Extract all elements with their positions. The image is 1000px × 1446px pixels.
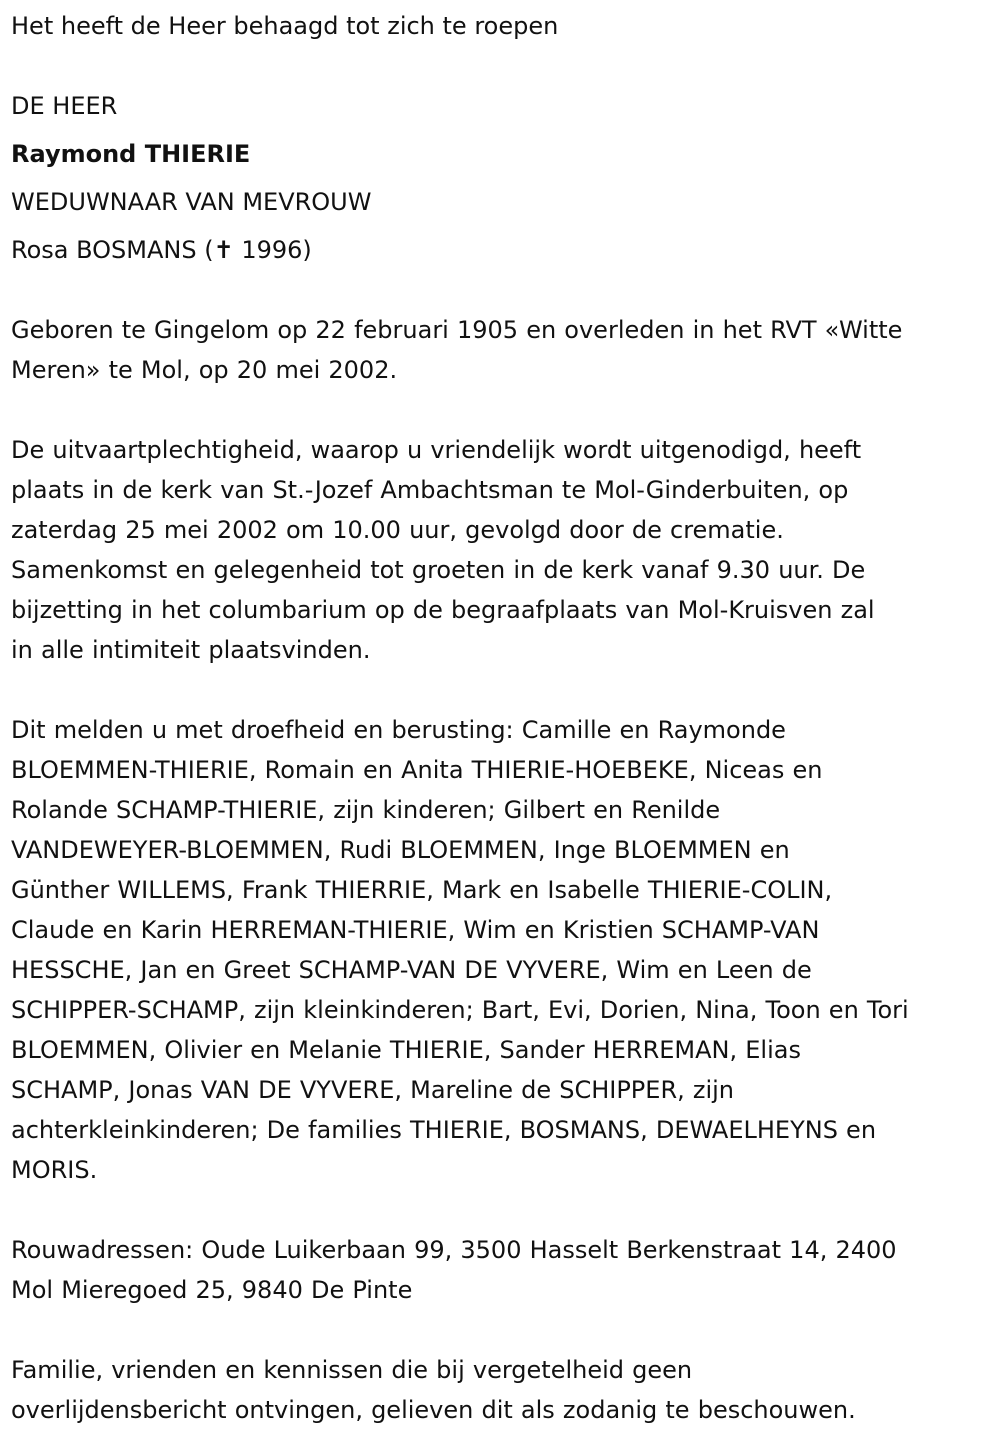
paragraph-line: Familie, vrienden en kennissen die bij vergetelheid geen bbox=[11, 1356, 693, 1384]
intro-line: Het heeft de Heer behaagd tot zich te roepen bbox=[11, 12, 559, 40]
family-paragraph bbox=[11, 710, 991, 1190]
paragraph-line: bijzetting in het columbarium op de begraafplaats van Mol-Kruisven zal bbox=[11, 596, 875, 624]
paragraph-line: MORIS. bbox=[11, 1156, 98, 1184]
paragraph-line: zaterdag 25 mei 2002 om 10.00 uur, gevolgd door de crematie. bbox=[11, 516, 784, 544]
paragraph-line: Samenkomst en gelegenheid tot groeten in de kerk vanaf 9.30 uur. De bbox=[11, 556, 866, 584]
spouse-name: Rosa BOSMANS (✝ 1996) bbox=[11, 236, 312, 264]
widower-status: WEDUWNAAR VAN MEVROUW bbox=[11, 188, 372, 216]
closing-paragraph bbox=[11, 1350, 991, 1430]
paragraph-line: in alle intimiteit plaatsvinden. bbox=[11, 636, 371, 664]
paragraph-line: SCHAMP, Jonas VAN DE VYVERE, Mareline de SCHIPPER, zijn bbox=[11, 1076, 735, 1104]
paragraph-line: plaats in de kerk van St.-Jozef Ambachtsman te Mol-Ginderbuiten, op bbox=[11, 476, 849, 504]
paragraph-line: achterkleinkinderen; De families THIERIE, BOSMANS, DEWAELHEYNS en bbox=[11, 1116, 877, 1144]
paragraph-line: Meren» te Mol, op 20 mei 2002. bbox=[11, 356, 398, 384]
paragraph-line: overlijdensbericht ontvingen, gelieven dit als zodanig te beschouwen. bbox=[11, 1396, 856, 1424]
ceremony-paragraph bbox=[11, 430, 991, 670]
paragraph-line: De uitvaartplechtigheid, waarop u vriendelijk wordt uitgenodigd, heeft bbox=[11, 436, 862, 464]
paragraph-line: BLOEMMEN-THIERIE, Romain en Anita THIERIE-HOEBEKE, Niceas en bbox=[11, 756, 823, 784]
paragraph-line: BLOEMMEN, Olivier en Melanie THIERIE, Sander HERREMAN, Elias bbox=[11, 1036, 801, 1064]
paragraph-line: VANDEWEYER-BLOEMMEN, Rudi BLOEMMEN, Inge BLOEMMEN en bbox=[11, 836, 790, 864]
deceased-name: Raymond THIERIE bbox=[11, 140, 251, 168]
paragraph-line: Rolande SCHAMP-THIERIE, zijn kinderen; Gilbert en Renilde bbox=[11, 796, 721, 824]
birth-death-paragraph bbox=[11, 310, 991, 390]
addresses-paragraph bbox=[11, 1230, 991, 1310]
honorific: DE HEER bbox=[11, 92, 118, 120]
paragraph-line: Geboren te Gingelom op 22 februari 1905 en overleden in het RVT «Witte bbox=[11, 316, 903, 344]
paragraph-line: Rouwadressen: Oude Luikerbaan 99, 3500 Hasselt Berkenstraat 14, 2400 bbox=[11, 1236, 897, 1264]
paragraph-line: Dit melden u met droefheid en berusting: Camille en Raymonde bbox=[11, 716, 786, 744]
paragraph-line: Günther WILLEMS, Frank THIERRIE, Mark en Isabelle THIERIE-COLIN, bbox=[11, 876, 833, 904]
paragraph-line: Claude en Karin HERREMAN-THIERIE, Wim en Kristien SCHAMP-VAN bbox=[11, 916, 820, 944]
paragraph-line: SCHIPPER-SCHAMP, zijn kleinkinderen; Bart, Evi, Dorien, Nina, Toon en Tori bbox=[11, 996, 909, 1024]
paragraph-line: Mol Mieregoed 25, 9840 De Pinte bbox=[11, 1276, 413, 1304]
paragraph-line: HESSCHE, Jan en Greet SCHAMP-VAN DE VYVERE, Wim en Leen de bbox=[11, 956, 812, 984]
